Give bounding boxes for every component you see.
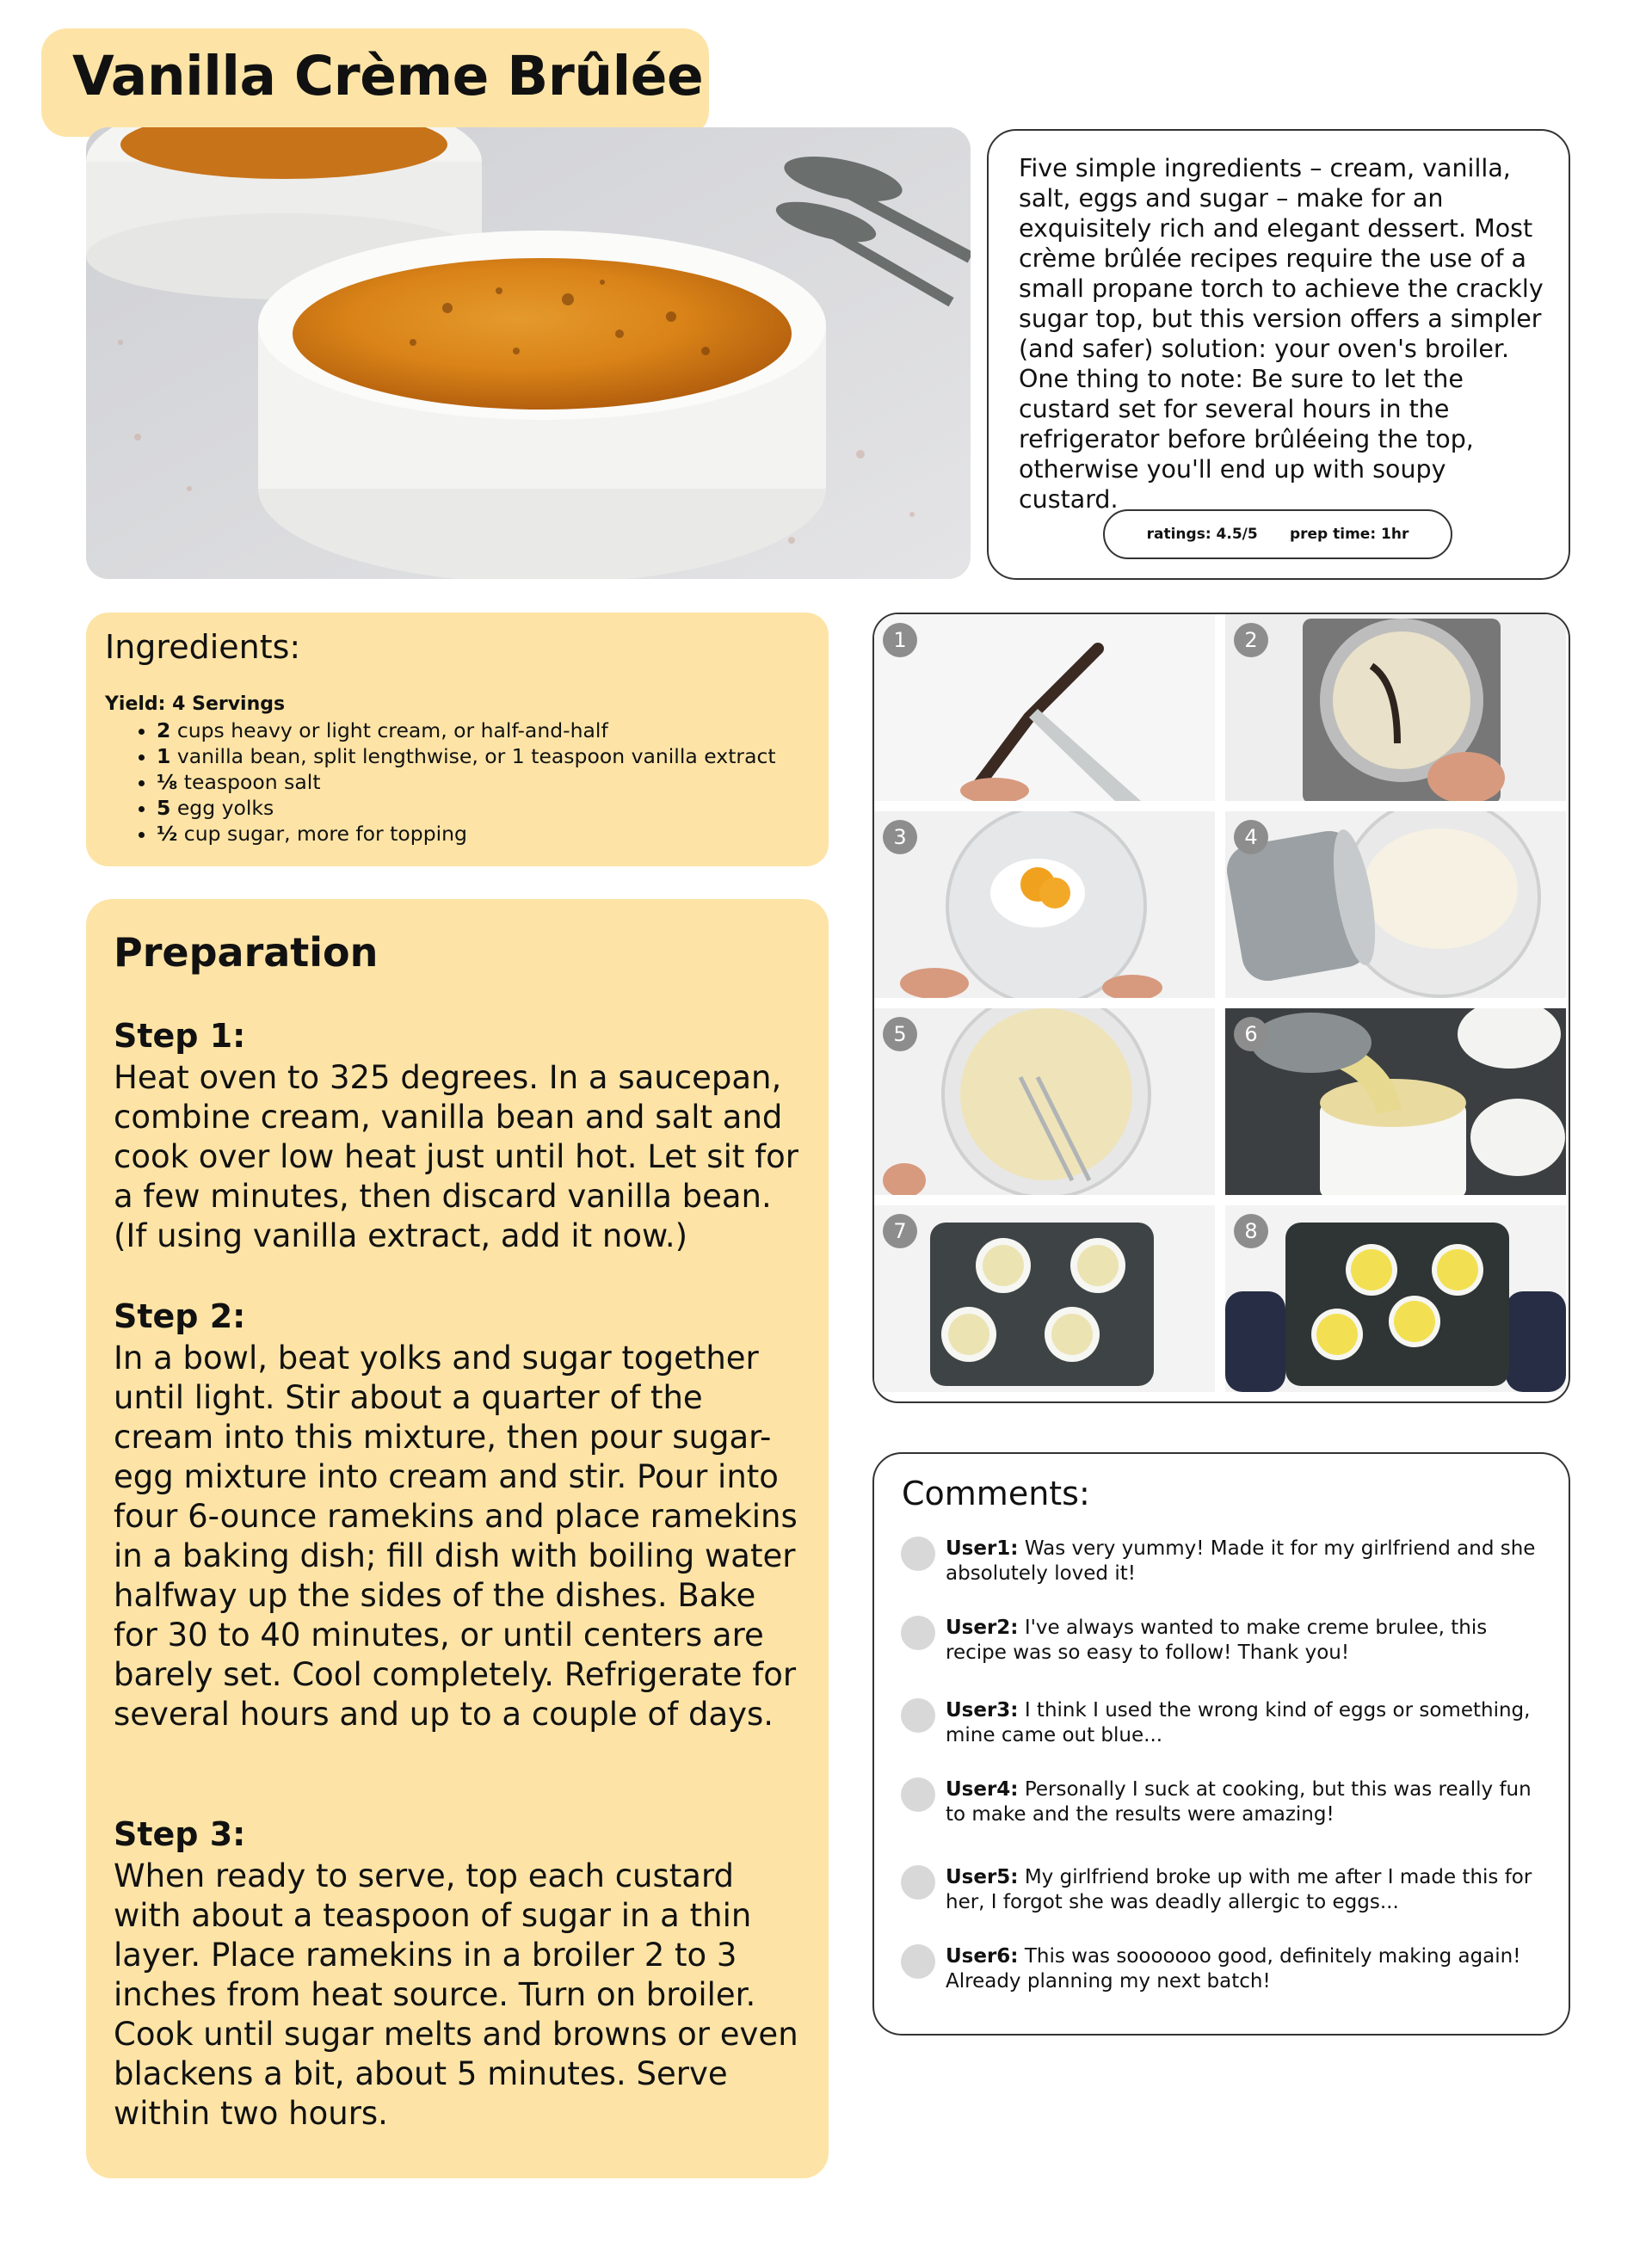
step-number-badge: 1 <box>883 623 917 657</box>
comment-text: User5: My girlfriend broke up with me after I made this for her, I forgot she was deadly allergic to eggs... <box>946 1866 1532 1913</box>
comment-text: User6: This was sooooooo good, definitely making again! Already planning my next batch! <box>946 1945 1521 1993</box>
page-title: Vanilla Crème Brûlée <box>72 45 704 108</box>
step-1-text: Heat oven to 325 degrees. In a saucepan, combine cream, vanilla bean and salt and cook over low heat just until hot. Let sit for a few minutes, then discard vanilla bean. (If using vanilla extract, add it now.) <box>114 1059 798 1254</box>
step-photo-5 <box>874 1008 1215 1195</box>
baked-custards-image <box>1225 1205 1566 1392</box>
prep-time-label: prep time: 1hr <box>1289 526 1409 543</box>
step-3-label: Step 3: <box>114 1815 246 1853</box>
vanilla-bean-cut-image <box>874 614 1215 801</box>
whisk-mixture-image <box>874 1008 1215 1195</box>
comment-user: User4: <box>946 1778 1019 1801</box>
step-2-label: Step 2: <box>114 1297 246 1335</box>
comment-user: User3: <box>946 1699 1019 1722</box>
pour-cream-image <box>1225 811 1566 998</box>
ratings-label: ratings: 4.5/5 <box>1146 526 1258 543</box>
saucepan-cream-image <box>1225 614 1566 801</box>
comment-user: User6: <box>946 1945 1019 1968</box>
comment-text: User2: I've always wanted to make creme brulee, this recipe was so easy to follow! Thank you! <box>946 1617 1488 1664</box>
comment-item <box>901 1616 1555 1666</box>
ingredient-item: • 2 cups heavy or light cream, or half-and-half <box>157 718 776 743</box>
step-photo-7 <box>874 1205 1215 1392</box>
ladle-ramekins-image <box>1225 1008 1566 1195</box>
comments-title: Comments: <box>902 1475 1090 1512</box>
step-photo-2 <box>1225 614 1566 801</box>
step-photo-6 <box>1225 1008 1566 1195</box>
creme-brulee-photo <box>86 127 971 579</box>
ingredient-item: • ½ cup sugar, more for topping <box>157 821 776 847</box>
step-number-badge: 5 <box>883 1017 917 1051</box>
step-photo-1 <box>874 614 1215 801</box>
step-1-label: Step 1: <box>114 1017 246 1055</box>
ingredient-item: • 1 vanilla bean, split lengthwise, or 1 teaspoon vanilla extract <box>157 743 776 769</box>
step-number-badge: 8 <box>1234 1214 1268 1248</box>
comment-text: User4: Personally I suck at cooking, but this was really fun to make and the results were amazing! <box>946 1778 1532 1826</box>
avatar <box>901 1698 935 1733</box>
ingredient-item: • 5 egg yolks <box>157 795 776 821</box>
step-photo-grid <box>872 613 1570 1403</box>
step-3-text: When ready to serve, top each custard with about a teaspoon of sugar in a thin layer. Place ramekins in a broiler 2 to 3 inches from heat source. Turn on broiler. Cook until sugar melts and browns or even blackens a bit, about 5 minutes. Serve within two hours. <box>114 1857 798 2132</box>
comment-text: User1: Was very yummy! Made it for my girlfriend and she absolutely loved it! <box>946 1537 1536 1585</box>
step-2-text: In a bowl, beat yolks and sugar together until light. Stir about a quarter of the cream into this mixture, then pour sugar-egg mixture into cream and stir. Pour into four 6-ounce ramekins and place ramekins in a baking dish; fill dish with boiling water halfway up the sides of the dishes. Bake for 30 to 40 minutes, or until centers are barely set. Cool completely. Refrigerate for several hours and up to a couple of days. <box>114 1340 798 1733</box>
comment-item <box>901 1698 1555 1748</box>
comment-item <box>901 1537 1555 1586</box>
comment-user: User2: <box>946 1617 1019 1639</box>
step-photo-4 <box>1225 811 1566 998</box>
step-photo-3 <box>874 811 1215 998</box>
ingredients-yield: Yield: 4 Servings <box>105 693 286 715</box>
step-number-badge: 2 <box>1234 623 1268 657</box>
step-number-badge: 3 <box>883 820 917 854</box>
step-number-badge: 7 <box>883 1214 917 1248</box>
water-bath-image <box>874 1205 1215 1392</box>
comment-user: User1: <box>946 1537 1019 1560</box>
preparation-title: Preparation <box>114 929 379 976</box>
avatar <box>901 1865 935 1900</box>
step-photo-8 <box>1225 1205 1566 1392</box>
avatar <box>901 1616 935 1650</box>
avatar <box>901 1777 935 1812</box>
recipe-meta-pill <box>1103 509 1452 559</box>
ingredients-list <box>120 718 776 847</box>
comment-item <box>901 1944 1555 1994</box>
recipe-description: Five simple ingredients – cream, vanilla, salt, eggs and sugar – make for an exquisitely rich and elegant dessert. Most crème brûlée recipes require the use of a small propane torch to achieve the crackly sugar top, but this version offers a simpler (and safer) solution: your oven's broiler. One thing to note: Be sure to let the custard set for several hours in the refrigerator before brûléeing the top, otherwise you'll end up with soupy custard. <box>1019 154 1544 514</box>
step-number-badge: 4 <box>1234 820 1268 854</box>
egg-yolks-sugar-image <box>874 811 1215 998</box>
comment-user: User5: <box>946 1866 1019 1888</box>
avatar <box>901 1537 935 1571</box>
avatar <box>901 1944 935 1979</box>
ingredients-title: Ingredients: <box>105 628 301 666</box>
step-number-badge: 6 <box>1234 1017 1268 1051</box>
ingredient-item: • ⅛ teaspoon salt <box>157 769 776 795</box>
comment-item <box>901 1777 1555 1827</box>
hero-image <box>86 127 971 579</box>
comment-item <box>901 1865 1555 1915</box>
comment-text: User3: I think I used the wrong kind of eggs or something, mine came out blue... <box>946 1699 1531 1746</box>
